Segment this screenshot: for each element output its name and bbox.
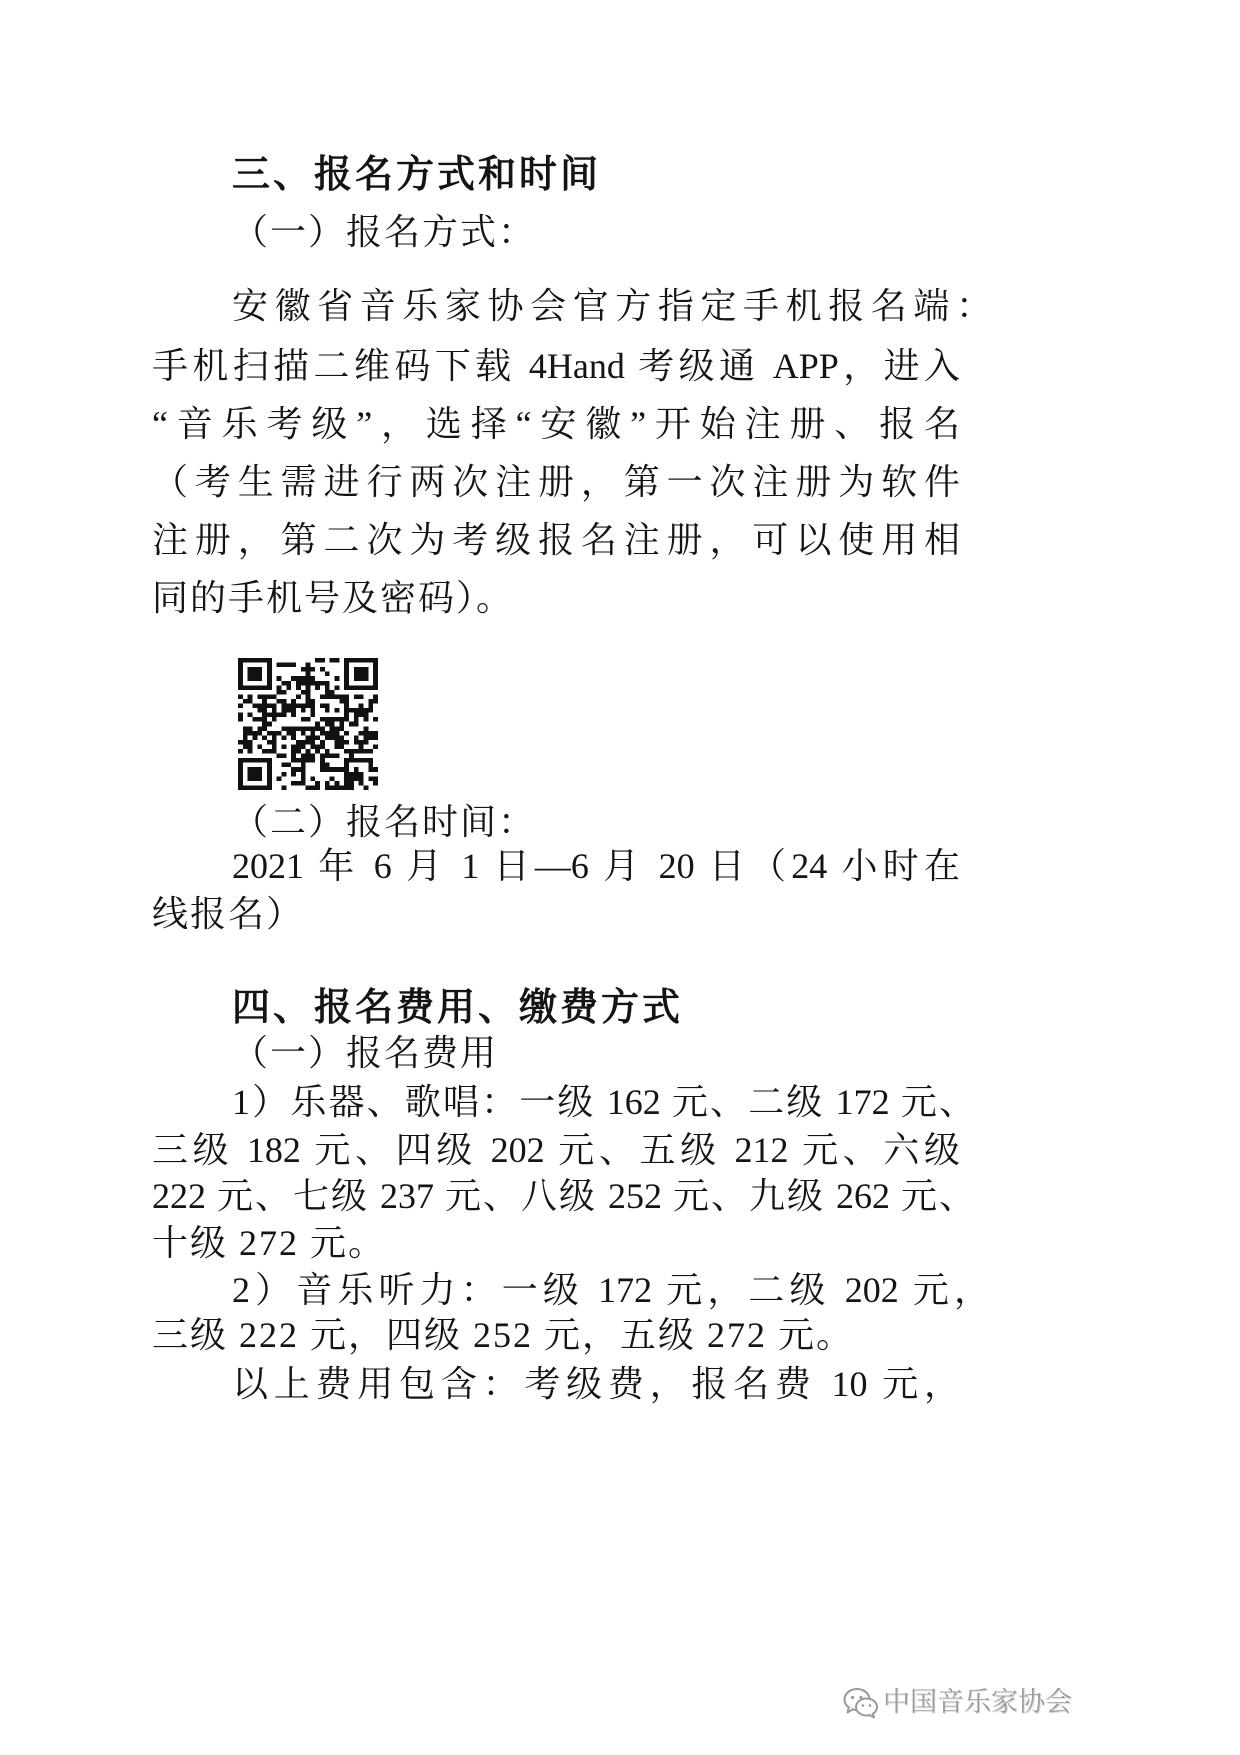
fee-line: 222 元、七级 237 元、八级 252 元、九级 262 元、 [152, 1176, 975, 1216]
paragraph-line: “音乐考级”，选择“安徽”开始注册、报名 [152, 404, 960, 444]
paragraph-line: 2021 年 6 月 1 日—6 月 20 日（24 小时在 [232, 846, 960, 886]
watermark-text: 中国音乐家协会 [883, 1687, 1072, 1718]
subsection-heading: （一）报名方式： [232, 212, 537, 252]
paragraph-line: 手机扫描二维码下载 4Hand 考级通 APP，进入 [152, 346, 960, 386]
paragraph-line: 注册，第二次为考级报名注册，可以使用相 [152, 520, 960, 560]
qr-code-icon[interactable] [238, 658, 378, 790]
qr-finder-pattern [238, 758, 272, 790]
qr-finder-pattern [238, 658, 272, 690]
paragraph-line: 安徽省音乐家协会官方指定手机报名端： [232, 286, 992, 326]
wechat-icon [843, 1687, 879, 1719]
subsection-heading: （一）报名费用 [232, 1033, 499, 1073]
subsection-heading: （二）报名时间： [232, 802, 537, 842]
watermark [843, 1683, 1088, 1723]
paragraph-line: （考生需进行两次注册，第一次注册为软件 [152, 462, 960, 502]
fee-line: 1）乐器、歌唱：一级 162 元、二级 172 元、 [232, 1082, 975, 1122]
fee-line: 三级 222 元，四级 252 元，五级 272 元。 [152, 1315, 855, 1355]
fee-line: 2）音乐听力：一级 172 元，二级 202 元， [232, 1270, 990, 1310]
qr-finder-pattern [344, 658, 378, 690]
section-heading: 三、报名方式和时间 [232, 154, 602, 196]
fee-line: 三级 182 元、四级 202 元、五级 212 元、六级 [152, 1130, 960, 1170]
fee-line: 以上费用包含：考级费，报名费 10 元， [232, 1364, 960, 1404]
qr-code-image [238, 658, 378, 790]
fee-line: 十级 272 元。 [152, 1223, 387, 1263]
section-heading: 四、报名费用、缴费方式 [232, 987, 684, 1029]
paragraph-line: 同的手机号及密码）。 [152, 578, 515, 618]
paragraph-line: 线报名） [152, 894, 305, 934]
